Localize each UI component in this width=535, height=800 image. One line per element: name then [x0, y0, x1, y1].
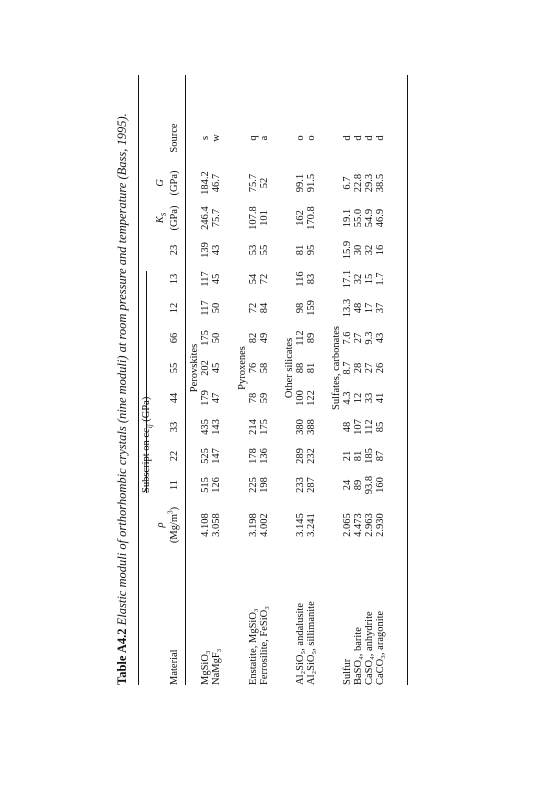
header-c12: 12: [169, 302, 180, 314]
header-c44: 44: [169, 392, 180, 404]
cell-rho: 3.241: [306, 513, 317, 537]
cell-g: 99.1: [295, 173, 306, 193]
cell-source: o: [306, 135, 317, 141]
subscript-underline: [146, 271, 147, 493]
cell-c23: 53: [248, 244, 259, 256]
cell-c33: 48: [342, 421, 353, 433]
cell-c11: 233: [295, 477, 306, 493]
cell-c13: 32: [353, 273, 364, 285]
header-subscript-group: Subscript on $cc_{ij}$ (GPa): [141, 396, 155, 493]
header-rule: [185, 75, 186, 685]
row-material: Sulfur: [342, 658, 353, 685]
cell-c44: 122: [306, 390, 317, 406]
cell-c23: 81: [295, 244, 306, 256]
header-c55: 55: [169, 362, 180, 374]
caption-label: Table A4.2: [115, 628, 129, 685]
cell-c12: 17: [364, 302, 375, 314]
cell-c44: 100: [295, 390, 306, 406]
row-material: Al₂SiO₅, andalusite: [295, 603, 306, 685]
cell-source: s: [200, 135, 211, 141]
cell-ks: 246.4: [200, 206, 211, 230]
cell-rho: 2.963: [364, 513, 375, 537]
cell-c22: 147: [211, 448, 222, 464]
cell-source: d: [364, 135, 375, 141]
cell-c55: 45: [211, 362, 222, 374]
cell-c11: 287: [306, 477, 317, 493]
group-title: Other silicates: [284, 337, 295, 399]
cell-c44: 33: [364, 392, 375, 404]
cell-c44: 41: [375, 392, 386, 404]
cell-c44: 4.3: [342, 391, 353, 405]
header-c11: 11: [169, 479, 180, 491]
cell-g: 184.2: [200, 171, 211, 195]
cell-ks: 107.8: [248, 206, 259, 230]
cell-c22: 185: [364, 448, 375, 464]
cell-g: 52: [259, 177, 270, 189]
group-title: Pyroxenes: [237, 346, 248, 390]
cell-c55: 76: [248, 362, 259, 374]
cell-c33: 143: [211, 419, 222, 435]
cell-c33: 85: [375, 421, 386, 433]
cell-c55: 27: [364, 362, 375, 374]
cell-rho: 3.058: [211, 513, 222, 537]
cell-c23: 139: [200, 242, 211, 258]
cell-c66: 43: [375, 332, 386, 344]
cell-c55: 81: [306, 362, 317, 374]
header-ks-symbol: $K_S$: [155, 212, 169, 224]
cell-rho: 2.065: [342, 513, 353, 537]
cell-source: q: [248, 135, 259, 141]
cell-c22: 21: [342, 450, 353, 462]
cell-ks: 162: [295, 210, 306, 226]
cell-c22: 289: [295, 448, 306, 464]
cell-c11: 89: [353, 479, 364, 491]
cell-ks: 55.0: [353, 208, 364, 228]
cell-ks: 170.8: [306, 206, 317, 230]
cell-c13: 45: [211, 273, 222, 285]
cell-c13: 1.7: [375, 272, 386, 286]
cell-c22: 136: [259, 448, 270, 464]
cell-g: 29.3: [364, 173, 375, 193]
cell-c22: 178: [248, 448, 259, 464]
header-material: Material: [169, 649, 180, 685]
row-material: Enstatite, MgSiO₃: [248, 608, 259, 685]
cell-source: a: [259, 135, 270, 141]
cell-c11: 126: [211, 477, 222, 493]
cell-rho: 3.145: [295, 513, 306, 537]
cell-c44: 47: [211, 392, 222, 404]
group-title: Sulfates, carbonates: [331, 326, 342, 410]
cell-c12: 117: [200, 300, 211, 316]
cell-source: d: [353, 135, 364, 141]
cell-c11: 515: [200, 477, 211, 493]
subscript-suffix: (GPa): [141, 396, 152, 425]
row-material: CaSO₄, anhydrite: [364, 611, 375, 685]
header-rho-unit: $(Mg/m^3)$: [166, 506, 180, 544]
cell-ks: 46.9: [375, 208, 386, 228]
cell-g: 46.7: [211, 173, 222, 193]
cell-c66: 175: [200, 330, 211, 346]
cell-g: 38.5: [375, 173, 386, 193]
cell-rho: 4.473: [353, 513, 364, 537]
cell-c44: 78: [248, 392, 259, 404]
cell-c23: 43: [211, 244, 222, 256]
cell-c55: 88: [295, 362, 306, 374]
cell-c66: 82: [248, 332, 259, 344]
header-c22: 22: [169, 450, 180, 462]
header-source: Source: [169, 123, 180, 153]
cell-c55: 28: [353, 362, 364, 374]
caption-text: Elastic moduli of orthorhombic crystals (nine moduli) at room pressure and temperature (Bass, 1995).: [115, 113, 129, 629]
cell-c12: 72: [248, 302, 259, 314]
cell-c22: 525: [200, 448, 211, 464]
cell-ks: 75.7: [211, 208, 222, 228]
cell-c22: 87: [375, 450, 386, 462]
cell-source: w: [211, 134, 222, 142]
cell-c12: 98: [295, 302, 306, 314]
row-material: Al₂SiO₅, sillimanite: [306, 601, 317, 685]
cell-c13: 15: [364, 273, 375, 285]
cell-c13: 17.1: [342, 269, 353, 289]
cell-c22: 81: [353, 450, 364, 462]
header-c13: 13: [169, 273, 180, 285]
cell-rho: 4.002: [259, 513, 270, 537]
cell-c12: 13.3: [342, 298, 353, 318]
cell-c55: 26: [375, 362, 386, 374]
header-c23: 23: [169, 244, 180, 256]
cell-c13: 117: [200, 271, 211, 287]
cell-c23: 55: [259, 244, 270, 256]
cell-rho: 4.108: [200, 513, 211, 537]
header-c66: 66: [169, 332, 180, 344]
cell-c11: 198: [259, 477, 270, 493]
cell-c66: 49: [259, 332, 270, 344]
cell-c66: 89: [306, 332, 317, 344]
header-ks-unit: (GPa): [169, 205, 180, 231]
cell-c23: 32: [364, 244, 375, 256]
cell-c33: 435: [200, 419, 211, 435]
cell-rho: 2.930: [375, 513, 386, 537]
bottom-rule: [407, 75, 408, 685]
cell-c33: 388: [306, 419, 317, 435]
header-g-unit: (GPa): [169, 170, 180, 196]
cell-c33: 380: [295, 419, 306, 435]
cell-ks: 101: [259, 210, 270, 226]
cell-c23: 15.9: [342, 240, 353, 260]
cell-ks: 19.1: [342, 208, 353, 228]
row-material: MgSiO₃: [200, 650, 211, 685]
cell-c23: 16: [375, 244, 386, 256]
cell-g: 6.7: [342, 176, 353, 190]
cell-c66: 112: [295, 330, 306, 346]
cell-c33: 175: [259, 419, 270, 435]
cell-c66: 9.3: [364, 331, 375, 345]
group-title: Perovskites: [189, 343, 200, 393]
cell-g: 91.5: [306, 173, 317, 193]
cell-source: d: [375, 135, 386, 141]
header-g-symbol: G: [155, 179, 166, 187]
cell-g: 22.8: [353, 173, 364, 193]
cell-c55: 8.7: [342, 361, 353, 375]
cell-source: d: [342, 135, 353, 141]
cell-c44: 59: [259, 392, 270, 404]
cell-c33: 107: [353, 419, 364, 435]
cell-c44: 12: [353, 392, 364, 404]
cell-c13: 54: [248, 273, 259, 285]
cell-c66: 27: [353, 332, 364, 344]
cell-c55: 58: [259, 362, 270, 374]
cell-c13: 72: [259, 273, 270, 285]
cell-c11: 160: [375, 477, 386, 493]
cell-g: 75.7: [248, 173, 259, 193]
row-material: CaCO₃, aragonite: [375, 610, 386, 685]
cell-c13: 83: [306, 273, 317, 285]
header-c33: 33: [169, 421, 180, 433]
cell-c33: 214: [248, 419, 259, 435]
cell-c12: 159: [306, 300, 317, 316]
cell-c33: 112: [364, 419, 375, 435]
rotated-table-page: [115, 75, 410, 685]
subscript-prefix: Subscript on c: [141, 432, 152, 493]
subscript-ij: ij: [146, 424, 155, 429]
cell-c11: 93.8: [364, 475, 375, 495]
cell-rho: 3.198: [248, 513, 259, 537]
cell-c55: 202: [200, 360, 211, 376]
top-rule: [138, 75, 139, 685]
cell-c23: 95: [306, 244, 317, 256]
cell-c22: 232: [306, 448, 317, 464]
cell-c12: 37: [375, 302, 386, 314]
cell-c13: 116: [295, 271, 306, 287]
row-material: Ferrosilite, FeSiO₃: [259, 606, 270, 685]
cell-c66: 50: [211, 332, 222, 344]
cell-c11: 225: [248, 477, 259, 493]
row-material: BaSO₄, barite: [353, 627, 364, 685]
row-material: NaMgF₃: [211, 648, 222, 685]
cell-c12: 48: [353, 302, 364, 314]
cell-c66: 7.6: [342, 331, 353, 345]
cell-c44: 179: [200, 390, 211, 406]
cell-c23: 30: [353, 244, 364, 256]
cell-c12: 84: [259, 302, 270, 314]
cell-ks: 54.9: [364, 208, 375, 228]
cell-c11: 24: [342, 479, 353, 491]
cell-source: o: [295, 135, 306, 141]
table-caption: [115, 75, 130, 685]
header-rho-symbol: ρ: [155, 522, 166, 528]
cell-c12: 50: [211, 302, 222, 314]
